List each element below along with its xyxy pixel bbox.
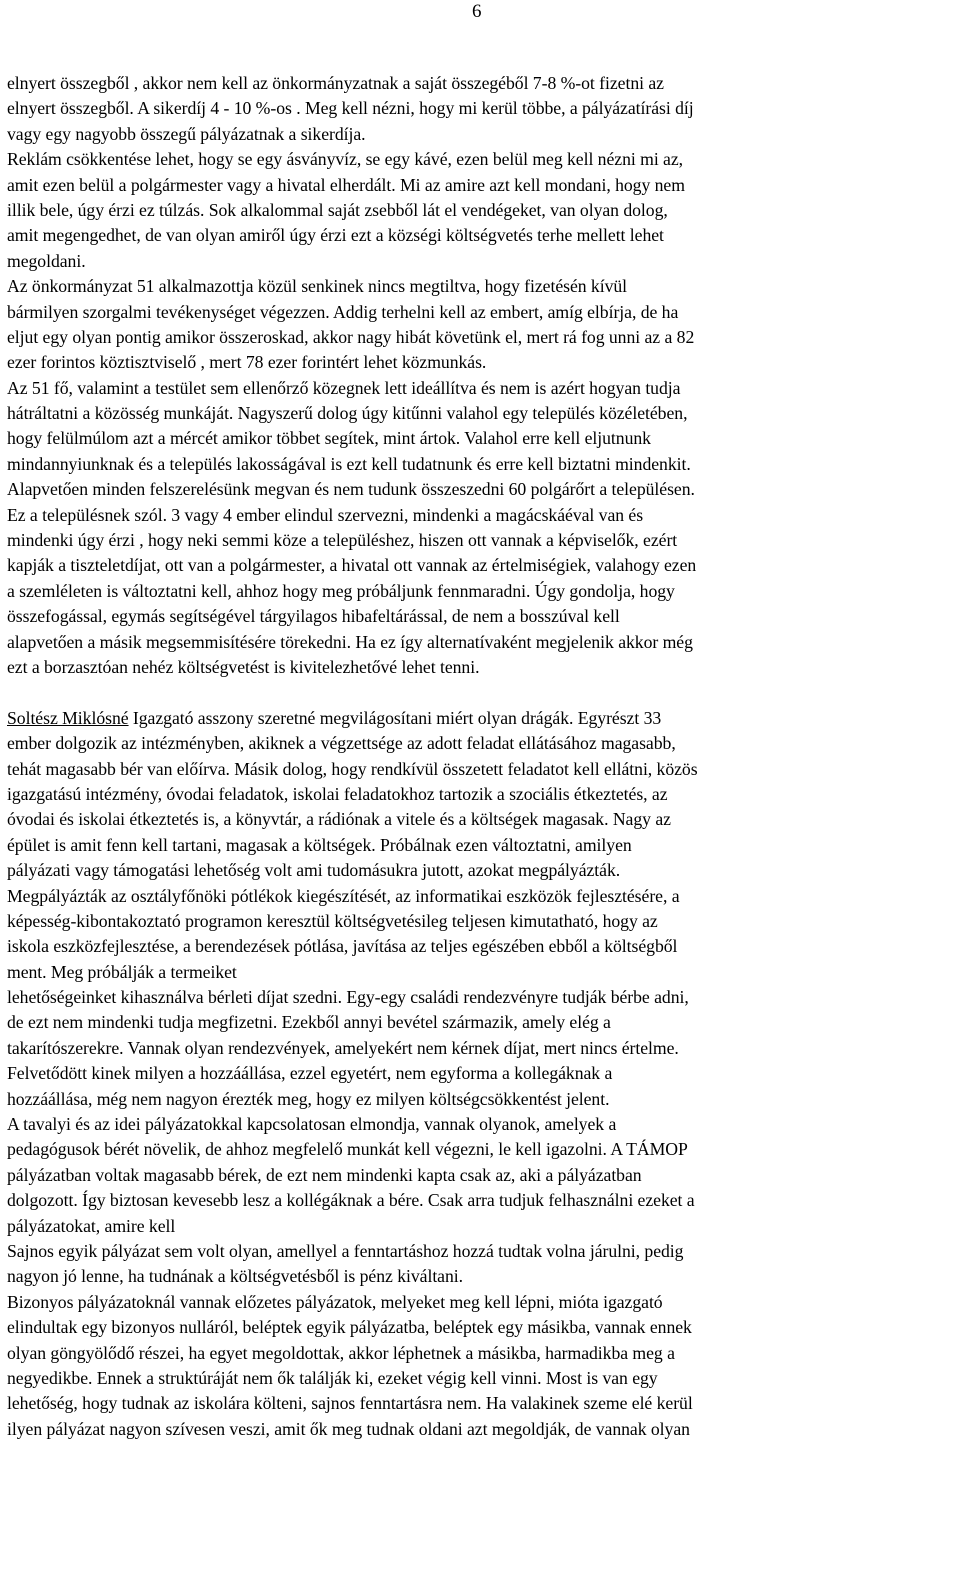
text-line: Sajnos egyik pályázat sem volt olyan, amellyel a fenntartáshoz hozzá tudtak volna járulni, pedig — [7, 1240, 684, 1261]
speaker-name: Soltész Miklósné — [7, 707, 129, 728]
text-line: pályázatokat, amire kell — [7, 1215, 176, 1236]
text-line: takarítószerekre. Vannak olyan rendezvények, amelyekért nem kérnek díjat, mert nincs értelme. — [7, 1037, 679, 1058]
page-number: 6 — [472, 1, 482, 22]
text-line: hátráltatni a közösség munkáját. Nagyszerű dolog úgy kitűnni valahol egy település közéletében, — [7, 403, 688, 424]
text-line: ember dolgozik az intézményben, akiknek a végzettsége az adott feladat ellátásához magasabb, — [7, 733, 676, 754]
text-line: épület is amit fenn kell tartani, magasak a költségek. Próbálnak ezen változtatni, amilyen — [7, 834, 632, 855]
text-line: mindenki úgy érzi , hogy neki semmi köze a településhez, hiszen ott vannak a képviselők, ezért — [7, 530, 678, 551]
text-line: amit megengedhet, de van olyan amiről úgy érzi ezt a községi költségvetés terhe mellett lehet — [7, 225, 664, 246]
text-line: pedagógusok bérét növelik, de ahhoz megfelelő munkát kell végezni, le kell igazolni. A TÁMOP — [7, 1139, 688, 1160]
text-line: elindultak egy bizonyos nulláról, beléptek egyik pályázatba, beléptek egy másikba, vannak ennek — [7, 1317, 692, 1338]
text-line: Az 51 fő, valamint a testület sem ellenőrző közegnek lett ideállítva és nem is azért hogyan tudja — [7, 377, 681, 398]
text-line: olyan göngyölődő részei, ha egyet megoldottak, akkor léphetnek a másikba, harmadikba meg a — [7, 1342, 675, 1363]
text-line: vagy egy nagyobb összegű pályázatnak a sikerdíja. — [7, 123, 366, 144]
paragraph-2 — [7, 706, 960, 1442]
text-line: dolgozott. Így biztosan kevesebb lesz a kollégáknak a bére. Csak arra tudjuk felhasználni ezeket a — [7, 1190, 695, 1211]
speaker-line-rest: Igazgató asszony szeretné megvilágosítani miért olyan drágák. Egyrészt 33 — [128, 707, 662, 728]
text-line: igazgatású intézmény, óvodai feladatok, iskolai feladatokhoz tartozik a szociális étkeztetés, az — [7, 783, 668, 804]
text-line: tehát magasabb bér van előírva. Másik dolog, hogy rendkívül összetett feladatot kell ellátni, közös — [7, 758, 698, 779]
text-line: iskola eszközfejlesztése, a berendezések pótlása, javítása az teljes egészében ebből a költségből — [7, 936, 678, 957]
text-line: ezt a borzasztóan nehéz költségvetést is kivitelezhetővé lehet tenni. — [7, 656, 480, 677]
text-line: ezer forintos köztisztviselő , mert 78 ezer forintért lehet közmunkás. — [7, 352, 487, 373]
text-line: bármilyen szorgalmi tevékenységet végezzen. Addig terhelni kell az embert, amíg elbírja, de ha — [7, 301, 679, 322]
text-line: képesség-kibontakoztató programon keresztül költségvetésileg teljesen kimutatható, hogy az — [7, 910, 658, 931]
text-line: eljut egy olyan pontig amikor összeroskad, akkor nagy hibát követünk el, mert rá fog unni az a 82 — [7, 326, 695, 347]
text-line: hogy felülmúlom azt a mércét amikor többet segítek, mint ártok. Valahol erre kell eljutnunk — [7, 428, 651, 449]
text-line: lehetőség, hogy tudnak az iskolára költeni, sajnos fenntartásra nem. Ha valakinek szeme elé kerül — [7, 1393, 693, 1414]
speaker-line — [7, 706, 960, 731]
text-line: negyedikbe. Ennek a struktúráját nem ők találják ki, ezeket végig kell vinni. Most is van egy — [7, 1367, 658, 1388]
text-line: nagyon jó lenne, ha tudnának a költségvetésből is pénz kiváltani. — [7, 1266, 464, 1287]
text-line: a szemléleten is változtatni kell, ahhoz hogy meg próbáljunk fennmaradni. Úgy gondolja, hogy — [7, 580, 675, 601]
text-line: óvodai és iskolai étkeztetés is, a könyvtár, a rádiónak a vitele és a költségek magasak. Nagy az — [7, 809, 671, 830]
text-line: Alapvetően minden felszerelésünk megvan és nem tudunk összeszedni 60 polgárőrt a településen. — [7, 479, 695, 500]
text-line: pályázatban voltak magasabb bérek, de ezt nem mindenki kapta csak az, aki a pályázatban — [7, 1164, 642, 1185]
text-line: összefogással, egymás segítségével tárgyilagos hibafeltárással, de nem a bosszúval kell — [7, 606, 620, 627]
text-line: ilyen pályázat nagyon szívesen veszi, amit ők meg tudnak oldani azt megoldják, de vannak olyan — [7, 1418, 690, 1439]
document-body — [7, 71, 960, 1442]
text-line: elnyert összegből. A sikerdíj 4 - 10 %-os . Meg kell nézni, hogy mi kerül többe, a pályázatírási díj — [7, 98, 694, 119]
text-line: A tavalyi és az idei pályázatokkal kapcsolatosan elmondja, vannak olyanok, amelyek a — [7, 1114, 617, 1135]
text-line: megoldani. — [7, 250, 86, 271]
text-line: lehetőségeinket kihasználva bérleti díjat szedni. Egy-egy családi rendezvényre tudják bérbe adni, — [7, 987, 689, 1008]
text-line: kapják a tiszteletdíjat, ott van a polgármester, a hivatal ott vannak az értelmiségiek, valahogy ezen — [7, 555, 697, 576]
text-line: mindannyiunknak és a település lakosságával is ezt kell tudatnunk és erre kell biztatni mindenkit. — [7, 453, 691, 474]
text-line: pályázati vagy támogatási lehetőség volt ami tudomásukra jutott, azokat megpályázták. — [7, 860, 621, 881]
text-line: Megpályázták az osztályfőnöki pótlékok kiegészítését, az informatikai eszközök fejlesztésére, a — [7, 885, 680, 906]
text-line: Az önkormányzat 51 alkalmazottja közül senkinek nincs megtiltva, hogy fizetésén kívül — [7, 276, 628, 297]
text-line: Reklám csökkentése lehet, hogy se egy ásványvíz, se egy kávé, ezen belül meg kell nézni mi az, — [7, 149, 684, 170]
text-line: hozzáállása, még nem nagyon érezték meg, hogy ez milyen költségcsökkentést jelent. — [7, 1088, 610, 1109]
text-line: amit ezen belül a polgármester vagy a hivatal elherdált. Mi az amire azt kell mondani, hogy nem — [7, 174, 685, 195]
paragraph-1 — [7, 71, 960, 680]
text-line: illik bele, úgy érzi ez túlzás. Sok alkalommal saját zsebből lát el vendégeket, van olyan dolog, — [7, 199, 668, 220]
text-line: elnyert összegből , akkor nem kell az önkormányzatnak a saját összegéből 7-8 %-ot fizetni az — [7, 73, 664, 93]
text-line: Felvetődött kinek milyen a hozzáállása, ezzel egyetért, nem egyforma a kollegáknak a — [7, 1063, 613, 1084]
text-line: ment. Meg próbálják a termeiket — [7, 961, 237, 982]
text-line: alapvetően a másik megsemmisítésére törekedni. Ha ez így alternatívaként megjelenik akkor még — [7, 631, 693, 652]
paragraph-spacer — [7, 680, 960, 705]
text-line: Bizonyos pályázatoknál vannak előzetes pályázatok, melyeket meg kell lépni, mióta igazgató — [7, 1291, 663, 1312]
text-line: de ezt nem mindenki tudja megfizetni. Ezekből annyi bevétel származik, amely elég a — [7, 1012, 611, 1033]
text-line: Ez a településnek szól. 3 vagy 4 ember elindul szervezni, mindenki a magácskáéval van és — [7, 504, 644, 525]
